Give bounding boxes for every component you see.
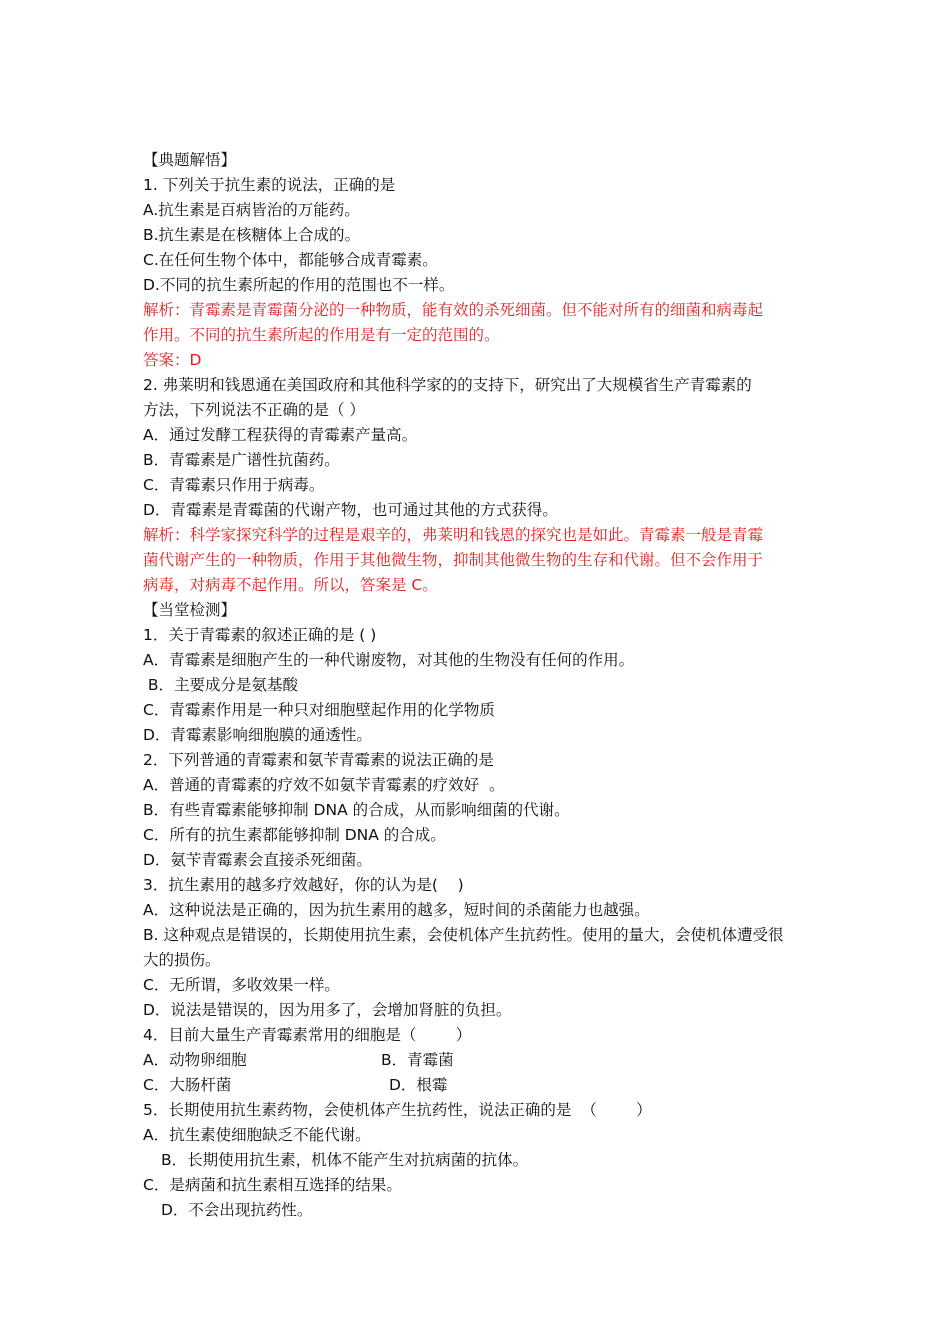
- test-q4-options-row: [143, 1073, 813, 1098]
- test-q4-option-d: D．根霉: [389, 1076, 448, 1094]
- document-body: [143, 148, 813, 1223]
- q2-option-b: B．青霉素是广谱性抗菌药。: [143, 451, 340, 469]
- test-q4-option-b: B．青霉菌: [381, 1051, 454, 1069]
- q2-analysis-line: 病毒，对病毒不起作用。所以，答案是 C。: [143, 576, 438, 594]
- test-q3-stem: 3．抗生素用的越多疗效越好，你的认为是( ): [143, 876, 464, 894]
- test-q1-option-d: D．青霉素影响细胞膜的通透性。: [143, 726, 372, 744]
- test-q3-option-b-line: 大的损伤。: [143, 951, 221, 969]
- q1-option-a: A.抗生素是百病皆治的万能药。: [143, 201, 360, 219]
- q1-analysis-line: 作用。不同的抗生素所起的作用是有一定的范围的。: [143, 326, 500, 344]
- q2-analysis-line: 解析：科学家探究科学的过程是艰辛的，弗莱明和钱恩的探究也是如此。青霉素一般是青霉: [143, 526, 764, 544]
- q1-option-b: B.抗生素是在核糖体上合成的。: [143, 226, 361, 244]
- test-q4-option-c: C．大肠杆菌: [143, 1076, 232, 1094]
- q2-option-a: A．通过发酵工程获得的青霉素产量高。: [143, 426, 418, 444]
- q1-option-d: D.不同的抗生素所起的作用的范围也不一样。: [143, 276, 455, 294]
- test-q4-options-row: [143, 1048, 813, 1073]
- test-q5-option-a: A．抗生素使细胞缺乏不能代谢。: [143, 1126, 371, 1144]
- q1-option-c: C.在任何生物个体中，都能够合成青霉素。: [143, 251, 438, 269]
- test-q3-option-c: C．无所谓，多收效果一样。: [143, 976, 340, 994]
- q2-option-d: D．青霉素是青霉菌的代谢产物，也可通过其他的方式获得。: [143, 501, 558, 519]
- test-q5-option-c: C．是病菌和抗生素相互选择的结果。: [143, 1176, 402, 1194]
- q2-analysis-line: 菌代谢产生的一种物质，作用于其他微生物，抑制其他微生物的生存和代谢。但不会作用于: [143, 551, 764, 569]
- test-q1-option-b: B．主要成分是氨基酸: [143, 676, 299, 694]
- q2-option-c: C．青霉素只作用于病毒。: [143, 476, 325, 494]
- test-q5-option-d: D．不会出现抗药性。: [161, 1201, 313, 1219]
- test-q4-stem: 4．目前大量生产青霉素常用的细胞是（ ）: [143, 1026, 472, 1044]
- test-q1-stem: 1．关于青霉素的叙述正确的是 ( ): [143, 626, 377, 644]
- q1-analysis-line: 解析：青霉素是青霉菌分泌的一种物质，能有效的杀死细菌。但不能对所有的细菌和病毒起: [143, 301, 764, 319]
- test-q4-option-a: A．动物卵细胞: [143, 1051, 247, 1069]
- test-q1-option-c: C．青霉素作用是一种只对细胞壁起作用的化学物质: [143, 701, 495, 719]
- test-q3-option-a: A．这种说法是正确的，因为抗生素用的越多，短时间的杀菌能力也越强。: [143, 901, 650, 919]
- q1-answer: 答案：D: [143, 351, 202, 369]
- q1-stem: 1. 下列关于抗生素的说法，正确的是: [143, 176, 396, 194]
- test-q2-option-c: C．所有的抗生素都能够抑制 DNA 的合成。: [143, 826, 446, 844]
- q2-stem-line: 2. 弗莱明和钱恩通在美国政府和其他科学家的的支持下，研究出了大规模省生产青霉素的: [143, 376, 752, 394]
- test-q5-stem: 5．长期使用抗生素药物，会使机体产生抗药性，说法正确的是 （ ）: [143, 1101, 652, 1119]
- test-q1-option-a: A．青霉素是细胞产生的一种代谢废物，对其他的生物没有任何的作用。: [143, 651, 635, 669]
- test-q2-option-a: A．普通的青霉素的疗效不如氨苄青霉素的疗效好 。: [143, 776, 505, 794]
- section-heading-dangtang: 【当堂检测】: [143, 601, 237, 619]
- test-q2-option-d: D．氨苄青霉素会直接杀死细菌。: [143, 851, 372, 869]
- test-q3-option-d: D．说法是错误的，因为用多了，会增加肾脏的负担。: [143, 1001, 512, 1019]
- q2-stem-line: 方法，下列说法不正确的是（ ）: [143, 401, 365, 419]
- test-q2-stem: 2．下列普通的青霉素和氨苄青霉素的说法正确的是: [143, 751, 494, 769]
- section-heading-dianti: 【典题解悟】: [143, 151, 237, 169]
- test-q2-option-b: B．有些青霉素能够抑制 DNA 的合成，从而影响细菌的代谢。: [143, 801, 570, 819]
- test-q3-option-b-line: B. 这种观点是错误的，长期使用抗生素，会使机体产生抗药性。使用的量大，会使机体遭受很: [143, 926, 784, 944]
- test-q5-option-b: B．长期使用抗生素，机体不能产生对抗病菌的抗体。: [161, 1151, 529, 1169]
